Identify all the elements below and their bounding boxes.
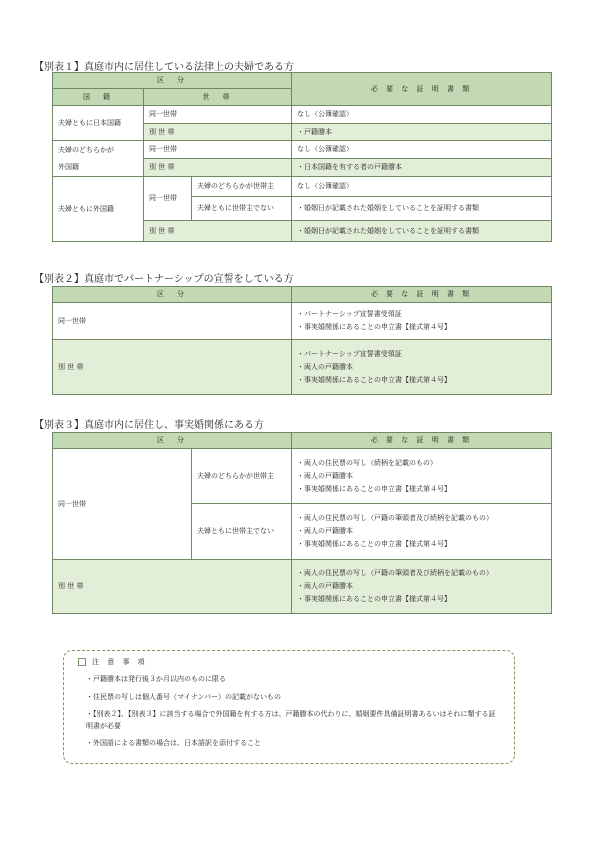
table2-same-docs bbox=[292, 303, 552, 340]
table1-row2-nationality bbox=[53, 141, 144, 177]
notes-heading bbox=[78, 657, 514, 667]
table1-row2-same-doc: なし（公簿確認） bbox=[292, 141, 552, 159]
table1 bbox=[52, 72, 552, 242]
table1-row3-nationality: 夫婦ともに外国籍 bbox=[53, 177, 144, 242]
table1-row3-same-household: 同一世帯 bbox=[144, 177, 192, 221]
table3-sub1: 夫婦のどちらかが世帯主 bbox=[192, 449, 292, 504]
table2-same-household: 同一世帯 bbox=[53, 303, 292, 340]
table3-separate-household: 別 世 帯 bbox=[53, 560, 292, 614]
notes-heading-text: 注 意 事 項 bbox=[92, 658, 148, 666]
list-item: ・パートナーシップ宣誓書受領証 bbox=[297, 310, 402, 318]
note-item: ・住民票の写しは個人番号（マイナンバー）の記載がないもの bbox=[86, 692, 282, 701]
table3-sub2: 夫婦ともに世帯主でない bbox=[192, 504, 292, 560]
table2-header-docs: 必 要 な 証 明 書 類 bbox=[292, 287, 552, 303]
table1-row3-separate-household: 別 世 帯 bbox=[144, 221, 292, 242]
table1-header-docs: 必 要 な 証 明 書 類 bbox=[292, 73, 552, 106]
table1-row3-separate-doc: ・婚姻日が記載された婚姻をしていることを証明する書類 bbox=[292, 221, 552, 242]
notes-box bbox=[63, 650, 515, 764]
table1-header-nationality: 国 籍 bbox=[53, 89, 144, 106]
table2-separate-household: 別 世 帯 bbox=[53, 340, 292, 395]
list-item: ・両人の戸籍謄本 bbox=[297, 471, 353, 480]
table1-header-household: 世 帯 bbox=[144, 89, 292, 106]
table1-row2-separate-household: 別 世 帯 bbox=[144, 159, 292, 177]
table3-header-docs: 必 要 な 証 明 書 類 bbox=[292, 433, 552, 449]
table1-row3-sub2-doc: ・婚姻日が記載された婚姻をしていることを証明する書類 bbox=[292, 197, 552, 221]
table3-title: 【別表３】真庭市内に居住し、事実婚関係にある方 bbox=[34, 420, 264, 431]
table1-row1-separate-household: 別 世 帯 bbox=[144, 124, 292, 141]
table3-same-household: 同一世帯 bbox=[53, 449, 192, 560]
table3-sub1-docs bbox=[292, 449, 552, 504]
table1-title: 【別表１】真庭市内に居住している法律上の夫婦である方 bbox=[34, 62, 294, 73]
list-item: ・パートナーシップ宣誓書受領証 bbox=[297, 349, 402, 358]
list-item: ・両人の住民票の写し（続柄を記載のもの） bbox=[297, 458, 437, 467]
table1-header-kubun: 区 分 bbox=[53, 73, 292, 89]
note-item: ・外国語による書類の場合は、日本語訳を添付すること bbox=[86, 739, 261, 747]
table1-row1-same-doc: なし（公簿確認） bbox=[292, 106, 552, 124]
table2-separate-docs bbox=[292, 340, 552, 395]
list-item: ・両人の住民票の写し（戸籍の筆頭者及び続柄を記載のもの） bbox=[297, 514, 493, 522]
list-item: ・事実婚関係にあることの申立書【様式第４号】 bbox=[297, 323, 451, 331]
list-item: ・事実婚関係にあることの申立書【様式第４号】 bbox=[297, 484, 451, 493]
table1-row2-same-household: 同一世帯 bbox=[144, 141, 292, 159]
list-item: ・両人の戸籍謄本 bbox=[297, 362, 353, 371]
table1-row2-nationality-line2: 外国籍 bbox=[58, 162, 79, 171]
list-item: ・事実婚関係にあることの申立書【様式第４号】 bbox=[297, 375, 451, 384]
list-item: ・事実婚関係にあることの申立書【様式第４号】 bbox=[297, 595, 451, 603]
table3-separate-docs bbox=[292, 560, 552, 614]
note-item: ・戸籍謄本は発行後３か月以内のものに限る bbox=[86, 675, 226, 683]
table2-title: 【別表２】真庭市でパートナーシップの宣誓をしている方 bbox=[34, 274, 294, 285]
table3-header-kubun: 区 分 bbox=[53, 433, 292, 449]
table1-row3-sub2: 夫婦ともに世帯主でない bbox=[192, 197, 292, 221]
table1-row3-sub1: 夫婦のどちらかが世帯主 bbox=[192, 177, 292, 197]
table2 bbox=[52, 286, 552, 395]
table1-row1-separate-doc: ・戸籍謄本 bbox=[292, 124, 552, 141]
table3-sub2-docs bbox=[292, 504, 552, 560]
table1-row2-separate-doc: ・日本国籍を有する者の戸籍謄本 bbox=[292, 159, 552, 177]
table3 bbox=[52, 432, 552, 614]
note-item: ・【別表２】、【別表３】に該当する場合で外国籍を有する方は、戸籍謄本の代わりに、婚姻要件具備証明書あるいはそれに類する証明書が必要 bbox=[86, 710, 496, 730]
table1-row2-nationality-line1: 夫婦のどちらかが bbox=[58, 145, 114, 154]
table2-header-kubun: 区 分 bbox=[53, 287, 292, 303]
list-item: ・両人の戸籍謄本 bbox=[297, 527, 353, 535]
list-item: ・事実婚関係にあることの申立書【様式第４号】 bbox=[297, 540, 451, 548]
table1-row1-same-household: 同一世帯 bbox=[144, 106, 292, 124]
table1-row1-nationality: 夫婦ともに日本国籍 bbox=[53, 106, 144, 141]
square-bullet-icon bbox=[78, 658, 86, 666]
table1-row3-sub1-doc: なし（公簿確認） bbox=[292, 177, 552, 197]
list-item: ・両人の住民票の写し（戸籍の筆頭者及び続柄を記載のもの） bbox=[297, 569, 493, 577]
list-item: ・両人の戸籍謄本 bbox=[297, 582, 353, 590]
